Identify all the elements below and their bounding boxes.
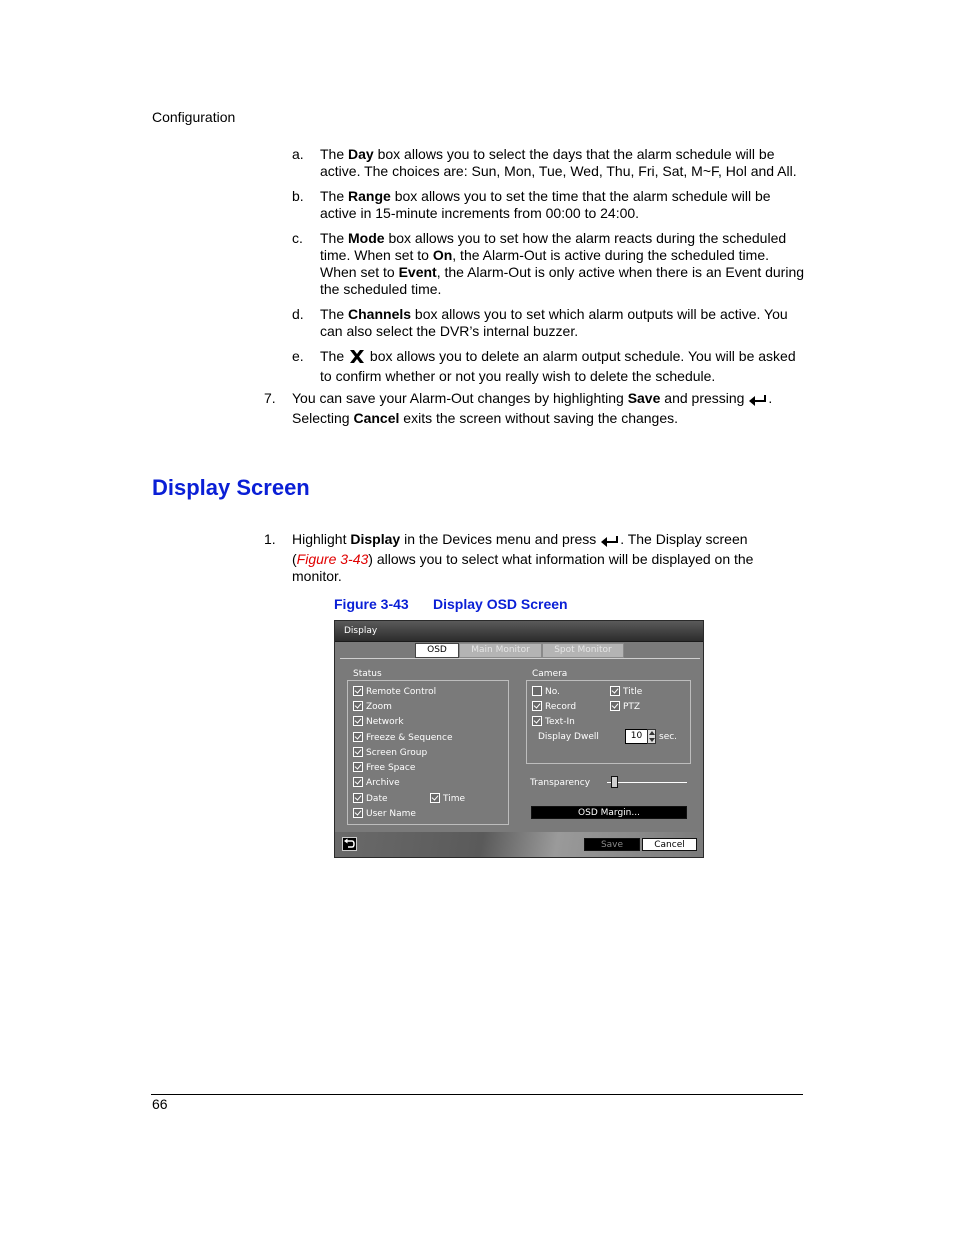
display-dwell-spinner[interactable] (647, 729, 656, 744)
option-free-space[interactable]: Free Space (353, 762, 415, 773)
list-item-text: The box allows you to delete an alarm output schedule. You will be asked to confirm whether or not you really wish to delete the schedule. (320, 348, 796, 384)
delete-x-icon (348, 349, 366, 368)
transparency-slider-track[interactable] (607, 782, 687, 783)
list-marker: 1. (264, 531, 276, 547)
list-item-7 (264, 390, 804, 426)
display-dwell-unit: sec. (659, 732, 678, 742)
checkbox-icon (532, 686, 542, 696)
checkbox-icon (610, 701, 620, 711)
list-marker: c. (292, 230, 303, 246)
option-camera-text-in[interactable]: Text-In (532, 716, 575, 727)
tab-main-monitor[interactable]: Main Monitor (459, 643, 542, 658)
running-header: Configuration (152, 109, 236, 125)
option-time[interactable]: Time (430, 793, 465, 804)
list-item-1 (264, 531, 804, 583)
display-osd-screen (334, 620, 704, 858)
checkbox-icon (353, 747, 363, 757)
back-button[interactable] (342, 837, 357, 851)
checkbox-icon (353, 762, 363, 772)
checkbox-icon (353, 701, 363, 711)
list-marker: e. (292, 348, 304, 364)
option-user-name[interactable]: User Name (353, 808, 416, 819)
list-item-b (292, 188, 812, 224)
list-item-d (292, 306, 812, 342)
checkbox-icon (532, 716, 542, 726)
figure-cross-reference-link[interactable]: Figure 3-43 (296, 551, 369, 567)
option-screen-group[interactable]: Screen Group (353, 747, 427, 758)
dvr-window-title: Display (344, 626, 378, 636)
list-item-text: The Channels box allows you to set which alarm outputs will be active. You can also select the DVR’s internal buzzer. (320, 306, 788, 339)
list-item-text: The Range box allows you to set the time that the alarm schedule will be active in 15-minute increments from 00:00 to 24:00. (320, 188, 771, 221)
tab-separator (340, 658, 700, 659)
enter-key-icon (748, 393, 768, 410)
list-item-a (292, 146, 812, 182)
list-marker: d. (292, 306, 304, 322)
display-dwell-input[interactable]: 10 (625, 729, 648, 744)
tab-osd[interactable]: OSD (415, 643, 459, 658)
option-network[interactable]: Network (353, 716, 404, 727)
option-camera-ptz[interactable]: PTZ (610, 701, 640, 712)
list-item-text: Highlight Display in the Devices menu and press . The Display screen (Figure 3-43) allows you to select what information will be displayed on the monitor. (292, 531, 754, 584)
transparency-slider-thumb[interactable] (611, 776, 618, 788)
figure-caption (334, 596, 568, 612)
checkbox-icon (353, 732, 363, 742)
list-item-text: The Mode box allows you to set how the alarm reacts during the scheduled time. When set to On, the Alarm-Out is active during the scheduled time. When set to Event, the Alarm-Out is only active when there is an Event during the scheduled time. (320, 230, 805, 297)
dvr-title-bar (335, 621, 703, 642)
cancel-button[interactable]: Cancel (642, 838, 697, 851)
option-zoom[interactable]: Zoom (353, 701, 392, 712)
option-camera-no[interactable]: No. (532, 686, 560, 697)
section-title: Display Screen (152, 475, 310, 500)
figure-title: Display OSD Screen (433, 596, 568, 612)
checkbox-icon (610, 686, 620, 696)
option-freeze-sequence[interactable]: Freeze & Sequence (353, 732, 453, 743)
checkbox-icon (353, 716, 363, 726)
option-camera-title[interactable]: Title (610, 686, 642, 697)
option-date[interactable]: Date (353, 793, 388, 804)
list-marker: b. (292, 188, 304, 204)
save-button[interactable]: Save (584, 838, 640, 851)
page-number: 66 (152, 1096, 168, 1112)
camera-group-label: Camera (532, 669, 568, 679)
option-remote-control[interactable]: Remote Control (353, 686, 436, 697)
checkbox-icon (353, 793, 363, 803)
list-item-text: The Day box allows you to select the days that the alarm schedule will be active. The choices are: Sun, Mon, Tue, Wed, Thu, Fri, Sat, M~F, Hol and All. (320, 146, 797, 179)
checkbox-icon (353, 686, 363, 696)
footer-rule (151, 1094, 803, 1095)
list-item-e (292, 348, 812, 384)
checkbox-icon (353, 808, 363, 818)
list-marker: 7. (264, 390, 276, 406)
osd-margin-button[interactable]: OSD Margin... (531, 806, 687, 819)
list-marker: a. (292, 146, 304, 162)
checkbox-icon (430, 793, 440, 803)
checkbox-icon (353, 777, 363, 787)
transparency-label: Transparency (530, 778, 591, 788)
checkbox-icon (532, 701, 542, 711)
list-item-text: You can save your Alarm-Out changes by highlighting Save and pressing . Selecting Cancel exits the screen without saving the changes. (292, 390, 773, 426)
enter-key-icon (600, 534, 620, 551)
option-archive[interactable]: Archive (353, 777, 400, 788)
figure-label: Figure 3-43 (334, 596, 409, 612)
tab-spot-monitor[interactable]: Spot Monitor (542, 643, 624, 658)
list-item-c (292, 230, 812, 300)
status-group-label: Status (353, 669, 382, 679)
display-dwell-label: Display Dwell (538, 732, 599, 742)
option-camera-record[interactable]: Record (532, 701, 576, 712)
